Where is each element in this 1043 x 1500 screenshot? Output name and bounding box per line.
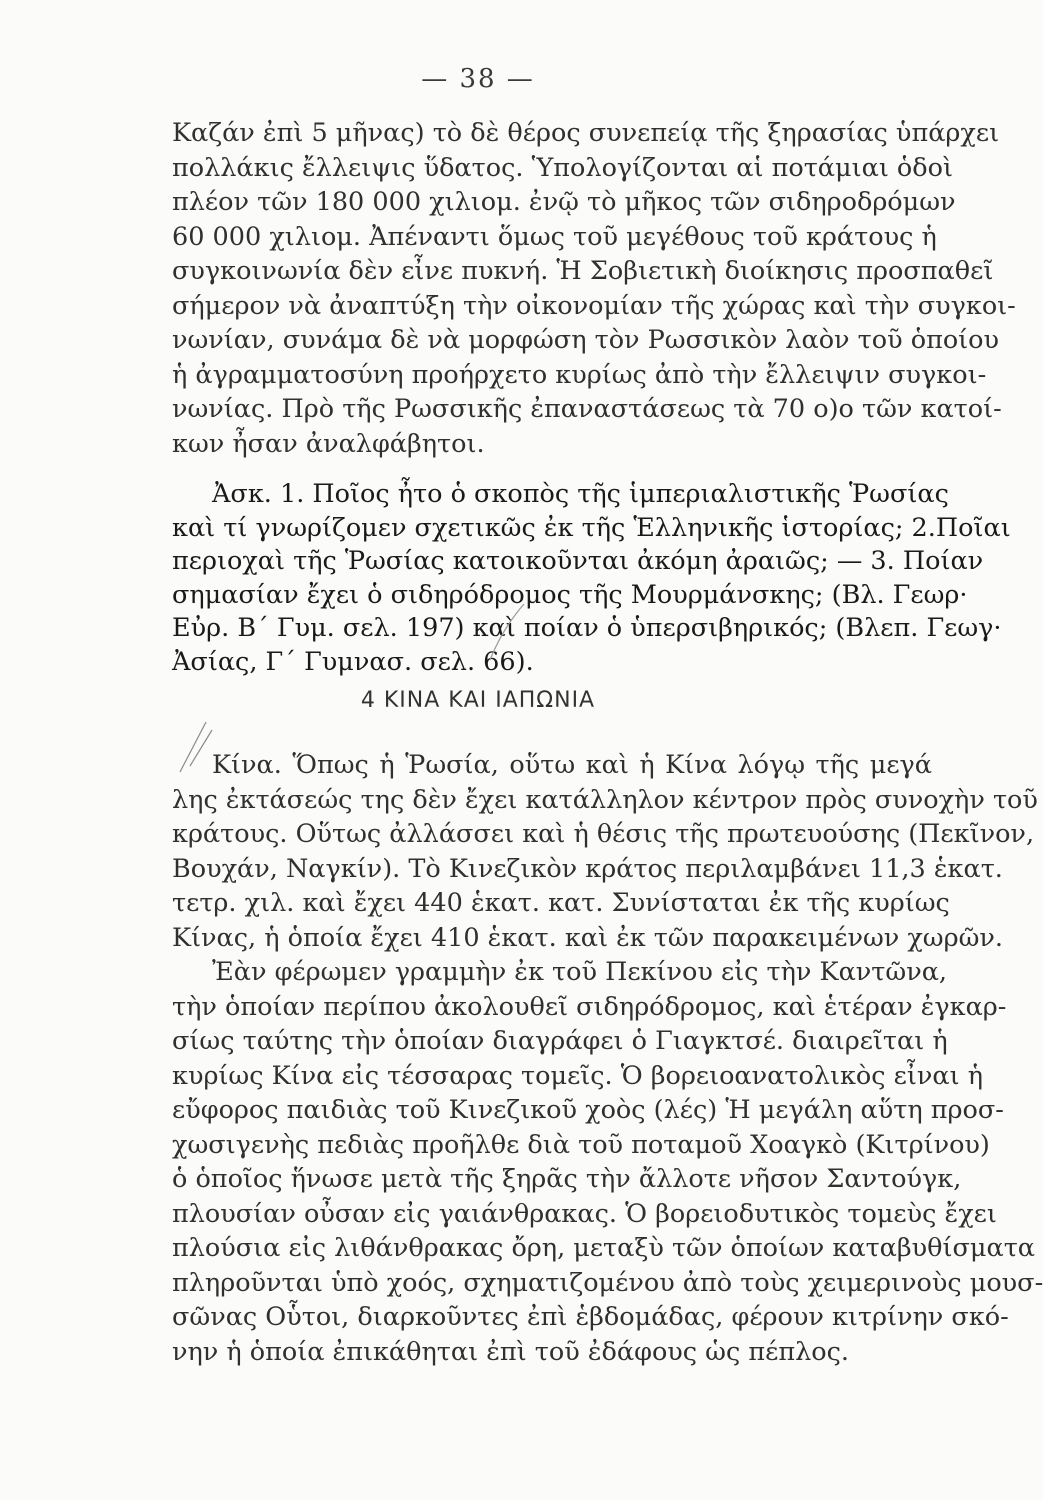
paragraph-russia-transport: [172, 116, 1016, 461]
page-number: — 38 —: [421, 64, 535, 94]
exercise-line: σημασίαν ἔχει ὁ σιδηρόδρομος τῆς Μουρμάνσκης; (Βλ. Γεωρ·: [172, 579, 968, 610]
text-line: σήμερον νὰ ἀναπτύξη τὴν οἰκονομίαν τῆς χώρας καὶ τὴν συγκοι-: [172, 290, 1016, 321]
text-line: πλουσίαν οὖσαν εἰς γαιάνθρακας. Ὁ βορειοδυτικὸς τομεὺς ἔχει: [172, 1198, 997, 1229]
text-line: πλούσια εἰς λιθάνθρακας ὄρη, μεταξὺ τῶν ὁποίων καταβυθίσματα: [172, 1233, 1036, 1263]
section-heading: 4 ΚΙΝΑ ΚΑΙ ΙΑΠΩΝΙΑ: [360, 688, 596, 713]
text-line: κων ἦσαν ἀναλφάβητοι.: [172, 428, 485, 459]
exercise-line: Ἀσίας, Γ΄ Γυμνασ. σελ. 66).: [172, 646, 534, 677]
text-line: νωνίας. Πρὸ τῆς Ρωσσικῆς ἐπαναστάσεως τὰ 70 ο)ο τῶν κατοί-: [172, 394, 1002, 424]
text-line: κράτους. Οὕτως ἀλλάσσει καὶ ἡ θέσις τῆς πρωτευούσης (Πεκῖνον,: [172, 819, 1035, 849]
text-line: πολλάκις ἔλλειψις ὕδατος. Ὑπολογίζονται αἱ ποτάμιαι ὁδοὶ: [172, 152, 953, 183]
text-line: χωσιγενὴς πεδιὰς προῆλθε διὰ τοῦ ποταμοῦ Χοαγκὸ (Κιτρίνου): [172, 1129, 990, 1160]
text-line: σῶνας Οὗτοι, διαρκοῦντες ἐπὶ ἑβδομάδας, φέρουν κιτρίνην σκό-: [172, 1302, 1009, 1332]
text-line: νωνίαν, συνάμα δὲ νὰ μορφώση τὸν Ρωσσικὸν λαὸν τοῦ ὁποίου: [172, 325, 1000, 355]
text-line: Ἐὰν φέρωμεν γραμμὴν ἐκ τοῦ Πεκίνου εἰς τὴν Καντῶνα,: [212, 957, 948, 987]
paragraph-china: [172, 748, 1043, 1369]
exercise-line: καὶ τί γνωρίζομεν σχετικῶς ἐκ τῆς Ἑλληνικῆς ἱστορίας; 2.Ποῖαι: [172, 512, 1011, 543]
text-line: Καζάν ἐπὶ 5 μῆνας) τὸ δὲ θέρος συνεπείᾳ τῆς ξηρασίας ὑπάρχει: [172, 118, 1000, 148]
text-line: νην ἡ ὁποία ἐπικάθηται ἐπὶ τοῦ ἐδάφους ὡς πέπλος.: [172, 1336, 849, 1367]
text-line: Βουχάν, Ναγκίν). Τὸ Κινεζικὸν κράτος περιλαμβάνει 11,3 ἑκατ.: [172, 853, 1003, 884]
exercise-block: [172, 478, 1011, 679]
text-line: Κίνας, ἡ ὁποία ἔχει 410 ἑκατ. καὶ ἐκ τῶν παρακειμένων χωρῶν.: [172, 922, 1003, 953]
text-line: Κίνα. Ὅπως ἡ Ῥωσία, οὕτω καὶ ἡ Κίνα λόγῳ τῆς μεγά: [212, 750, 932, 780]
text-line: πληροῦνται ὑπὸ χοός, σχηματιζομένου ἀπὸ τοὺς χειμερινοὺς μουσ-: [172, 1267, 1043, 1298]
text-line: σίως ταύτης τὴν ὁποίαν διαγράφει ὁ Γιαγκτσέ. διαιρεῖται ἡ: [172, 1026, 948, 1056]
exercise-line: Εὐρ. Β΄ Γυμ. σελ. 197) καὶ ποίαν ὁ ὑπερσιβηρικός; (Βλεπ. Γεωγ·: [172, 613, 1002, 643]
text-line: εὔφορος παιδιὰς τοῦ Κινεζικοῦ χοὸς (λές) Ἡ μεγάλη αὕτη πρoσ-: [172, 1095, 1004, 1125]
exercise-line: Ἀσκ. 1. Ποῖος ἦτο ὁ σκοπὸς τῆς ἱμπεριαλιστικῆς Ῥωσίας: [212, 479, 949, 509]
pencil-mark-icon: [480, 600, 540, 670]
text-line: κυρίως Κίνα εἰς τέσσαρας τομεῖς. Ὁ βορειοανατολικὸς εἶναι ἡ: [172, 1060, 983, 1091]
text-line: ὁ ὁποῖος ἥνωσε μετὰ τῆς ξηρᾶς τὴν ἄλλοτε νῆσον Σαντούγκ,: [172, 1164, 962, 1194]
text-line: συγκοινωνία δὲν εἶνε πυκνή. Ἡ Σοβιετικὴ διοίκησις προσπαθεῖ: [172, 256, 994, 286]
text-line: τὴν ὁποίαν περίπου ἀκολουθεῖ σιδηρόδρομος, καὶ ἑτέραν ἐγκαρ-: [172, 991, 1007, 1022]
text-line: λης ἐκτάσεώς της δὲν ἔχει κατάλληλον κέντρον πρὸς συνοχὴν τοῦ: [172, 784, 1038, 815]
text-line: ἡ ἀγραμματοσύνη προήρχετο κυρίως ἀπὸ τὴν ἔλλειψιν συγκοι-: [172, 359, 987, 390]
exercise-line: περιοχαὶ τῆς Ῥωσίας κατοικοῦνται ἀκόμη ἀραιῶς; — 3. Ποίαν: [172, 546, 984, 576]
text-line: τετρ. χιλ. καὶ ἔχει 440 ἑκατ. κατ. Συνίσταται ἐκ τῆς κυρίως: [172, 888, 950, 918]
text-line: 60 000 χιλιομ. Ἀπέναντι ὅμως τοῦ μεγέθους τοῦ κράτους ἡ: [172, 221, 937, 252]
text-line: πλέον τῶν 180 000 χιλιομ. ἐνῷ τὸ μῆκος τῶν σιδηροδρόμων: [172, 187, 956, 217]
